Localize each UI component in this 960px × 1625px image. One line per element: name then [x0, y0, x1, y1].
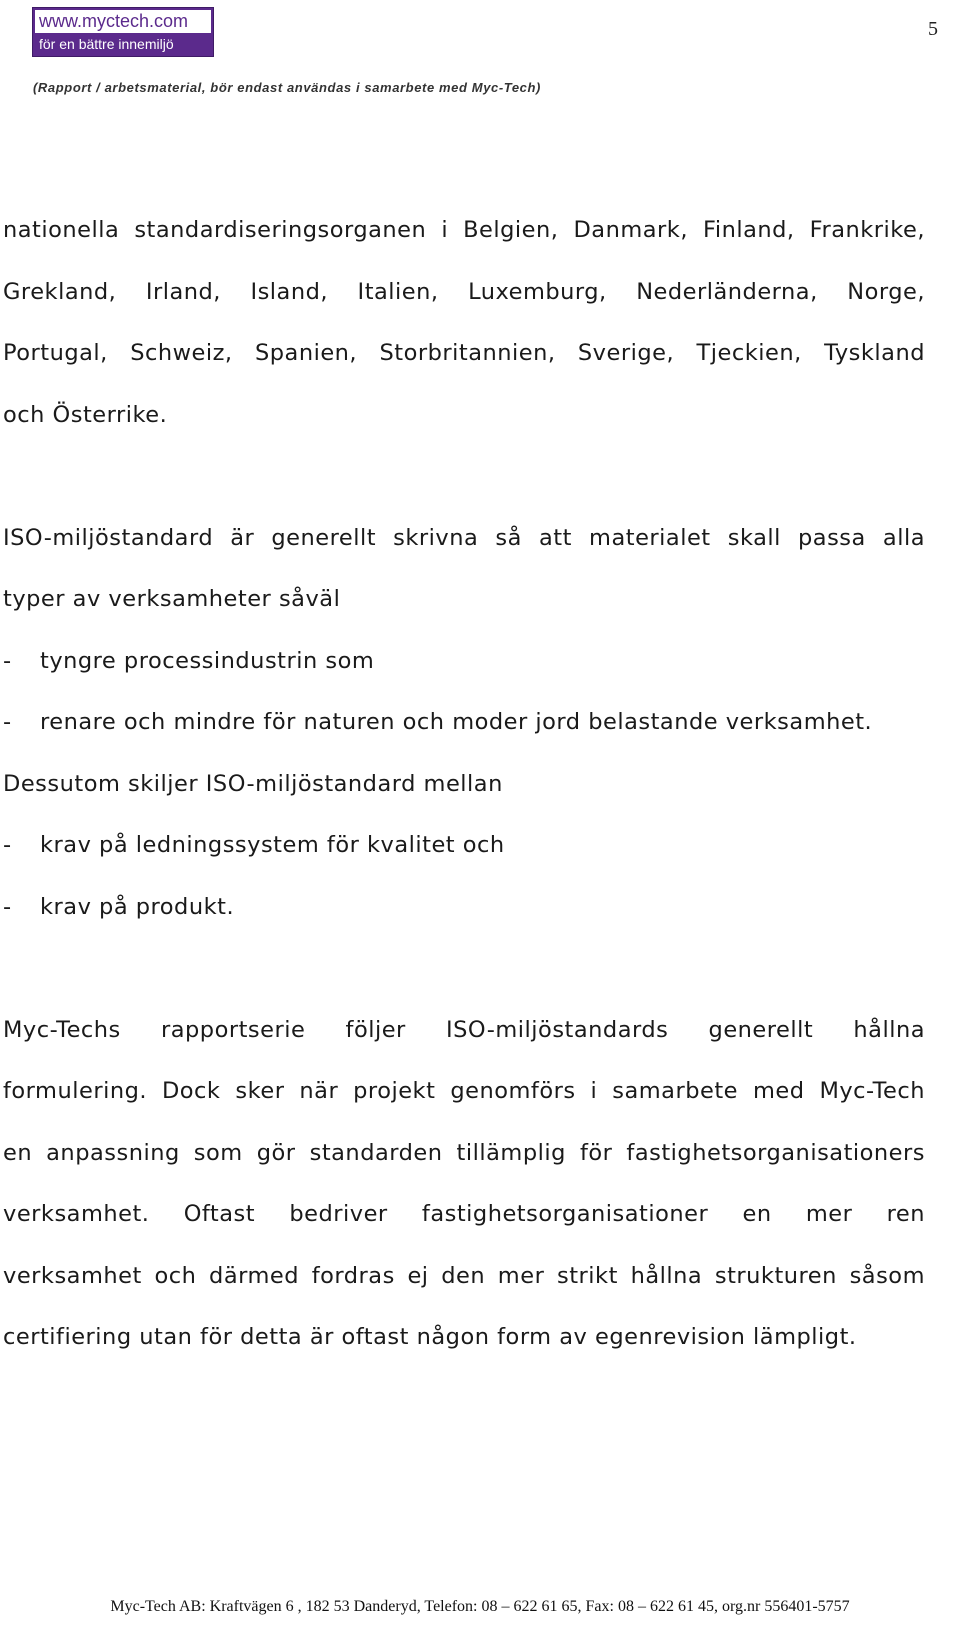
- bullet-dash: -: [3, 647, 12, 674]
- report-note: (Rapport / arbetsmaterial, bör endast användas i samarbete med Myc-Tech): [33, 80, 541, 95]
- page-number: 5: [928, 18, 938, 40]
- text-line: nationella standardiseringsorganen i Belgien, Danmark, Finland, Frankrike,: [3, 217, 925, 243]
- bullet-dash: -: [3, 893, 12, 920]
- text-line: formulering. Dock sker när projekt genomförs i samarbete med Myc-Tech: [3, 1078, 925, 1104]
- text-line: verksamhet och därmed fordras ej den mer strikt hållna strukturen såsom: [3, 1262, 925, 1289]
- paragraph-countries: [3, 200, 925, 446]
- text-line: en anpassning som gör standarden tillämplig för fastighetsorganisationers: [3, 1139, 925, 1166]
- text-line: Portugal, Schweiz, Spanien, Storbritannien, Sverige, Tjeckien, Tyskland: [3, 340, 925, 366]
- text-line: certifiering utan för detta är oftast någon form av egenrevision lämpligt.: [3, 1324, 857, 1350]
- page-footer: Myc-Tech AB: Kraftvägen 6 , 182 53 Danderyd, Telefon: 08 – 622 61 65, Fax: 08 – 622 61 45, org.nr 556401-5757: [110, 1598, 850, 1615]
- text-line: ISO-miljöstandard är generellt skrivna så att materialet skall passa alla: [3, 524, 925, 551]
- company-logo: [32, 7, 214, 57]
- list-item-text: krav på ledningssystem för kvalitet och: [40, 832, 505, 858]
- text-line: Dessutom skiljer ISO-miljöstandard mellan: [3, 770, 503, 797]
- list-item-text: krav på produkt.: [40, 893, 235, 920]
- bullet-dash: -: [3, 709, 12, 735]
- text-line: och Österrike.: [3, 401, 168, 428]
- text-line: Myc-Techs rapportserie följer ISO-miljöstandards generellt hållna: [3, 1016, 925, 1043]
- document-body: [3, 200, 925, 1369]
- list-item-text: renare och mindre för naturen och moder jord belastande verksamhet.: [40, 709, 873, 735]
- paragraph-iso-standard: [3, 508, 925, 939]
- paragraph-report-series: [3, 1000, 925, 1369]
- bullet-dash: -: [3, 832, 12, 858]
- list-item: [3, 815, 925, 877]
- logo-url-text: www.myctech.com: [35, 10, 211, 33]
- list-item-text: tyngre processindustrin som: [40, 647, 375, 674]
- paragraph-spacer: [3, 446, 925, 508]
- list-item: [3, 877, 925, 939]
- list-item: [3, 692, 925, 754]
- paragraph-spacer: [3, 938, 925, 1000]
- text-line: Grekland, Irland, Island, Italien, Luxemburg, Nederländerna, Norge,: [3, 278, 925, 305]
- text-line: verksamhet. Oftast bedriver fastighetsorganisationer en mer ren: [3, 1201, 925, 1227]
- logo-tagline: för en bättre innemiljö: [39, 36, 174, 52]
- text-line: typer av verksamheter såväl: [3, 586, 341, 612]
- list-item: [3, 631, 925, 693]
